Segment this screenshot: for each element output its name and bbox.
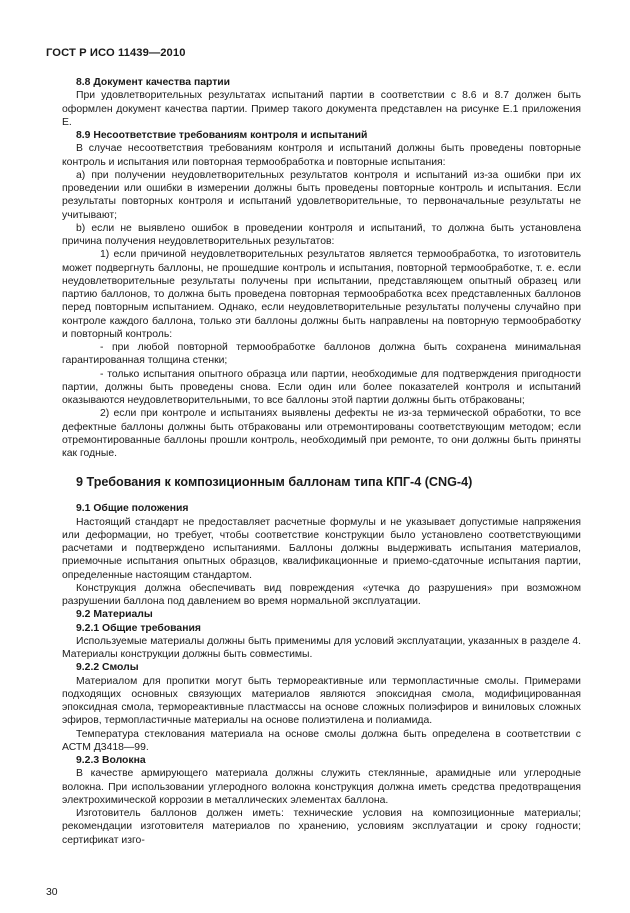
paragraph: 2) если при контроле и испытаниях выявлены дефекты не из-за термической обработки, то все дефектные баллоны должны быть отбракованы или отремонтированы соответствующим методом; если отремонтированные баллоны прошли контроль, необходимый при ремонте, то они должны быть приняты как годные. xyxy=(62,408,581,459)
page-number: 30 xyxy=(46,887,58,898)
heading-8-8: 8.8 Документ качества партии xyxy=(76,77,231,88)
paragraph: Используемые материалы должны быть применимы для условий эксплуатации, указанных в разделе 4. Материалы конструкции должны быть совместимы. xyxy=(62,635,581,660)
heading-9-2-2: 9.2.2 Смолы xyxy=(76,662,139,674)
paragraph: Материалом для пропитки могут быть термореактивные или термопластичные смолы. Примерами подходящих основных связующих материалов являются эпоксидная смола, модифицированная эпоксидная смола, термореактивные пластмассы на основе сложных полиэфиров и виниловых сложных эфиров, термопластичные материалы на основе полиэтилена и полиамида. xyxy=(62,675,581,727)
paragraph: 1) если причиной неудовлетворительных результатов является термообработка, то изготовитель может подвергнуть баллоны, не прошедшие контроль и испытания, повторной термообработке, т. е. если неудовлетворительные результаты получены при испытании, представляющем опытный образец или партию баллонов, то должна быть проведена повторная термообработка всех представленных баллонов перед повторным испытанием. Однако, если неудовлетворительные результаты получены случайно при контроле каждого баллона, только эти баллоны должны быть направлены на повторную термообработку и повторный контроль: xyxy=(62,249,581,340)
paragraph: В случае несоответствия требованиям контроля и испытаний должны быть проведены повторные контроль и испытания или повторная термообработка и повторные испытания: xyxy=(62,143,581,168)
paragraph: - только испытания опытного образца или партии, необходимые для подтверждения пригодности партии, должны быть проведены снова. Если один или более показателей контроля и испытаний оказываются неудовлетворительными, то все баллоны этой партии должны быть отбракованы; xyxy=(62,368,581,406)
paragraph: Конструкция должна обеспечивать вид повреждения «утечка до разрушения» при возможном разрушении баллона под давлением во время нормальной эксплуатации. xyxy=(62,582,581,607)
heading-9-2: 9.2 Материалы xyxy=(76,609,153,621)
paragraph: Изготовитель баллонов должен иметь: технические условия на композиционные материалы; рекомендации изготовителя материалов по хранению, условиям эксплуатации и сроку годности; сертификат изго- xyxy=(62,808,581,846)
paragraph: При удовлетворительных результатах испытаний партии в соответствии с 8.6 и 8.7 должен быть оформлен документ качества партии. Пример такого документа представлен на рисунке Е.1 приложения Е. xyxy=(62,90,581,128)
paragraph: - при любой повторной термообработке баллонов должна быть сохранена минимальная гарантированная толщина стенки; xyxy=(62,342,581,367)
page-body xyxy=(62,76,581,847)
paragraph: b) если не выявлено ошибок в проведении контроля и испытаний, то должна быть установлена причина получения неудовлетворительных результатов: xyxy=(62,222,581,247)
heading-9-2-3: 9.2.3 Волокна xyxy=(76,755,146,766)
heading-8-9: 8.9 Несоответствие требованиям контроля и испытаний xyxy=(76,130,368,141)
section-9-title: 9 Требования к композиционным баллонам типа КПГ-4 (CNG-4) xyxy=(76,475,473,490)
paragraph: Температура стеклования материала на основе смолы должна быть определена в соответствии с АСТМ Д3418—99. xyxy=(62,728,581,753)
paragraph: Настоящий стандарт не предоставляет расчетные формулы и не указывает допустимые напряжения или деформации, но требует, чтобы соответствие конструкции было установлено соответствующими расчетами и подтверждено испытаниями. Баллоны должны выдерживать испытания материалов, приемочные испытания опытных образцов, квалификационные и приемо-сдаточные испытания партии, определенные настоящим стандартом. xyxy=(62,516,581,581)
heading-9-1: 9.1 Общие положения xyxy=(76,503,189,515)
paragraph: а) при получении неудовлетворительных результатов контроля и испытаний из-за ошибки при их проведении или ошибки в измерении должны быть проведены повторные контроль и испытания. Если результаты повторных контроля и испытаний удовлетворительные, то первоначальные результаты не учитывают; xyxy=(62,169,581,221)
heading-9-2-1: 9.2.1 Общие требования xyxy=(76,622,201,634)
paragraph: В качестве армирующего материала должны служить стеклянные, арамидные или углеродные волокна. При использовании углеродного волокна конструкция должна иметь средства предотвращения электрохимической коррозии в металлических элементах баллона. xyxy=(62,768,581,806)
standard-header: ГОСТ Р ИСО 11439—2010 xyxy=(46,47,186,59)
